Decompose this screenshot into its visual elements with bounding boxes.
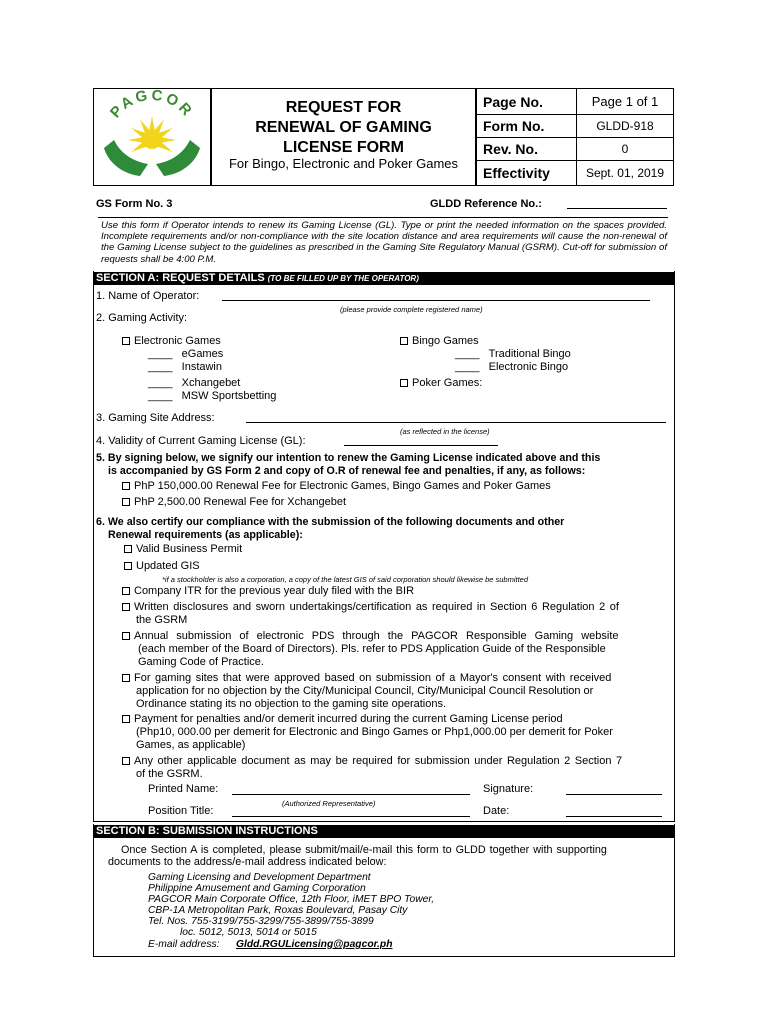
form-title [211, 98, 476, 158]
payment-penalties-checkbox[interactable] [122, 715, 130, 723]
address-line-4: CBP-1A Metropolitan Park, Roxas Boulevard, Pasay City [148, 905, 408, 916]
logo-text: PAGCOR [106, 90, 198, 122]
position-title-input[interactable] [232, 816, 470, 817]
company-itr-checkbox[interactable] [122, 587, 130, 595]
req-company-itr[interactable]: Company ITR for the previous year duly filed with the BIR [122, 585, 414, 598]
section-b-intro-1: Once Section A is completed, please submit/mail/e-mail this form to GLDD together with supporting [121, 844, 607, 856]
reference-label: GLDD Reference No.: [430, 198, 542, 210]
operator-label: 1. Name of Operator: [96, 290, 200, 302]
meta-label-effectivity: Effectivity [476, 160, 577, 186]
other-document-checkbox[interactable] [122, 757, 130, 765]
form-subtitle: For Bingo, Electronic and Poker Games [228, 156, 459, 171]
title-line-1: REQUEST FOR [285, 99, 402, 116]
poker-games-checkbox[interactable] [400, 379, 408, 387]
position-title-label: Position Title: [148, 805, 214, 817]
item5-line-1: 5. By signing below, we signify our intention to renew the Gaming License indicated above and this [96, 452, 601, 464]
section-a-note: (TO BE FILLED UP BY THE OPERATOR) [267, 274, 419, 283]
meta-value-effectivity: Sept. 01, 2019 [576, 160, 674, 186]
operator-hint: (please provide complete registered name) [340, 305, 483, 314]
fee-option-1[interactable]: PhP 150,000.00 Renewal Fee for Electronic Games, Bingo Games and Poker Games [122, 480, 551, 493]
msw-sportsbetting-option[interactable]: ____ MSW Sportsbetting [148, 390, 277, 402]
bingo-games-option[interactable]: Bingo Games [400, 335, 479, 348]
section-b-intro-2: documents to the address/e-mail address indicated below: [108, 856, 387, 868]
form-id: GS Form No. 3 [96, 198, 173, 210]
meta-value-form: GLDD-918 [576, 114, 674, 138]
validity-input[interactable] [344, 445, 498, 446]
address-line-5: Tel. Nos. 755-3199/755-3299/755-3899/755-3899 [148, 916, 374, 927]
address-line-1: Gaming Licensing and Development Department [148, 872, 371, 883]
req-gaming-sites[interactable]: For gaming sites that were approved based on submission of a Mayor's consent with received [122, 672, 611, 685]
address-line-3: PAGCOR Main Corporate Office, 12th Floor, iMET BPO Tower, [148, 894, 435, 905]
instructions-text: Use this form if Operator intends to renew its Gaming License (GL). Type or print the needed information on the spaces provided. Incomplete requirements and/or non-compliance with the site location distance and area requirements will cause the non-renewal of the Gaming License subject to the guidelines as prescribed in the Gaming Site Regulatory Manual (GSRM). Cut-off for submission of requests shall be 4:00 P.M. [101, 220, 667, 265]
item6-line-1: 6. We also certify our compliance with the submission of the following documents and other [96, 516, 565, 528]
validity-label: 4. Validity of Current Gaming License (GL): [96, 435, 306, 447]
req-updated-gis[interactable]: Updated GIS [124, 560, 200, 573]
section-a-title: SECTION A: REQUEST DETAILS [96, 272, 265, 284]
bingo-games-checkbox[interactable] [400, 337, 408, 345]
date-label: Date: [483, 805, 510, 817]
section-b-header: SECTION B: SUBMISSION INSTRUCTIONS [93, 825, 674, 838]
electronic-games-checkbox[interactable] [122, 337, 130, 345]
updated-gis-checkbox[interactable] [124, 562, 132, 570]
item6-line-2: Renewal requirements (as applicable): [108, 529, 303, 541]
date-input[interactable] [566, 816, 662, 817]
site-address-label: 3. Gaming Site Address: [96, 412, 215, 424]
meta-label-form: Form No. [476, 114, 577, 138]
req-pds-line-3: Gaming Code of Practice. [138, 656, 264, 668]
item5-line-2: is accompanied by GS Form 2 and copy of O.R of renewal fee and penalties, if any, as follows: [108, 465, 586, 477]
email-label: E-mail address: [148, 939, 220, 950]
req-business-permit[interactable]: Valid Business Permit [124, 543, 242, 556]
req-pay-line-3: Games, as applicable) [136, 739, 246, 751]
meta-value-rev: 0 [576, 137, 674, 161]
annual-pds-checkbox[interactable] [122, 632, 130, 640]
fee-1-checkbox[interactable] [122, 482, 130, 490]
gaming-sites-checkbox[interactable] [122, 674, 130, 682]
title-line-2: RENEWAL OF GAMING [255, 119, 432, 136]
section-a-header [93, 272, 674, 285]
meta-label-page: Page No. [476, 88, 577, 115]
traditional-bingo-option[interactable]: ____ Traditional Bingo [455, 348, 571, 360]
req-sites-line-2: application for no objection by the City/Municipal Council, City/Municipal Council Resolution or [136, 685, 594, 697]
instructions-top-rule [98, 217, 668, 218]
req-other-document[interactable]: Any other applicable document as may be required for submission under Regulation 2 Section 7 [122, 755, 622, 768]
req-pay-line-2: (Php10, 000.00 per demerit for Electronic and Bingo Games or Php1,000.00 per demerit for Poker [136, 726, 613, 738]
poker-games-option[interactable]: Poker Games: [400, 377, 482, 390]
address-line-6: loc. 5012, 5013, 5014 or 5015 [180, 927, 317, 938]
email-link[interactable]: Gldd.RGULicensing@pagcor.ph [236, 939, 393, 950]
operator-input[interactable] [222, 300, 650, 301]
req-other-line-2: of the GSRM. [136, 768, 203, 780]
signature-label: Signature: [483, 783, 534, 795]
req-annual-pds[interactable]: Annual submission of electronic PDS through the PAGCOR Responsible Gaming website [122, 630, 619, 643]
site-address-input[interactable] [246, 422, 666, 423]
xchangebet-option[interactable]: ____ Xchangebet [148, 377, 241, 389]
signature-input[interactable] [566, 794, 662, 795]
business-permit-checkbox[interactable] [124, 545, 132, 553]
fee-2-checkbox[interactable] [122, 498, 130, 506]
req-written-line-2: the GSRM [136, 614, 188, 626]
pagcor-logo [96, 90, 208, 184]
title-line-3: LICENSE FORM [283, 139, 404, 156]
req-payment-penalties[interactable]: Payment for penalties and/or demerit incurred during the current Gaming License period [122, 713, 563, 726]
reference-input[interactable] [567, 208, 667, 209]
electronic-games-option[interactable]: Electronic Games [122, 335, 221, 348]
meta-label-rev: Rev. No. [476, 137, 577, 161]
instawin-option[interactable]: ____ Instawin [148, 361, 222, 373]
electronic-bingo-option[interactable]: ____ Electronic Bingo [455, 361, 569, 373]
written-disclosures-checkbox[interactable] [122, 603, 130, 611]
activity-label: 2. Gaming Activity: [96, 312, 188, 324]
meta-value-page: Page 1 of 1 [576, 88, 674, 115]
req-written-disclosures[interactable]: Written disclosures and sworn undertakings/certification as required in Section 6 Regulation 2 of [122, 601, 619, 614]
printed-name-input[interactable] [232, 794, 470, 795]
req-sites-line-3: Ordinance stating its no objection to the gaming site operations. [136, 698, 447, 710]
site-address-hint: (as reflected in the license) [400, 427, 490, 436]
req-pds-line-2: (each member of the Board of Directors). Pls. refer to PDS Application Guide of the Responsible [138, 643, 606, 655]
authorized-rep-hint: (Authorized Representative) [282, 799, 376, 808]
printed-name-label: Printed Name: [148, 783, 219, 795]
fee-option-2[interactable]: PhP 2,500.00 Renewal Fee for Xchangebet [122, 496, 346, 509]
address-line-2: Philippine Amusement and Gaming Corporation [148, 883, 366, 894]
gis-note: *if a stockholder is also a corporation, a copy of the latest GIS of said corporation should likewise be submitted [162, 575, 529, 584]
egames-option[interactable]: ____ eGames [148, 348, 224, 360]
